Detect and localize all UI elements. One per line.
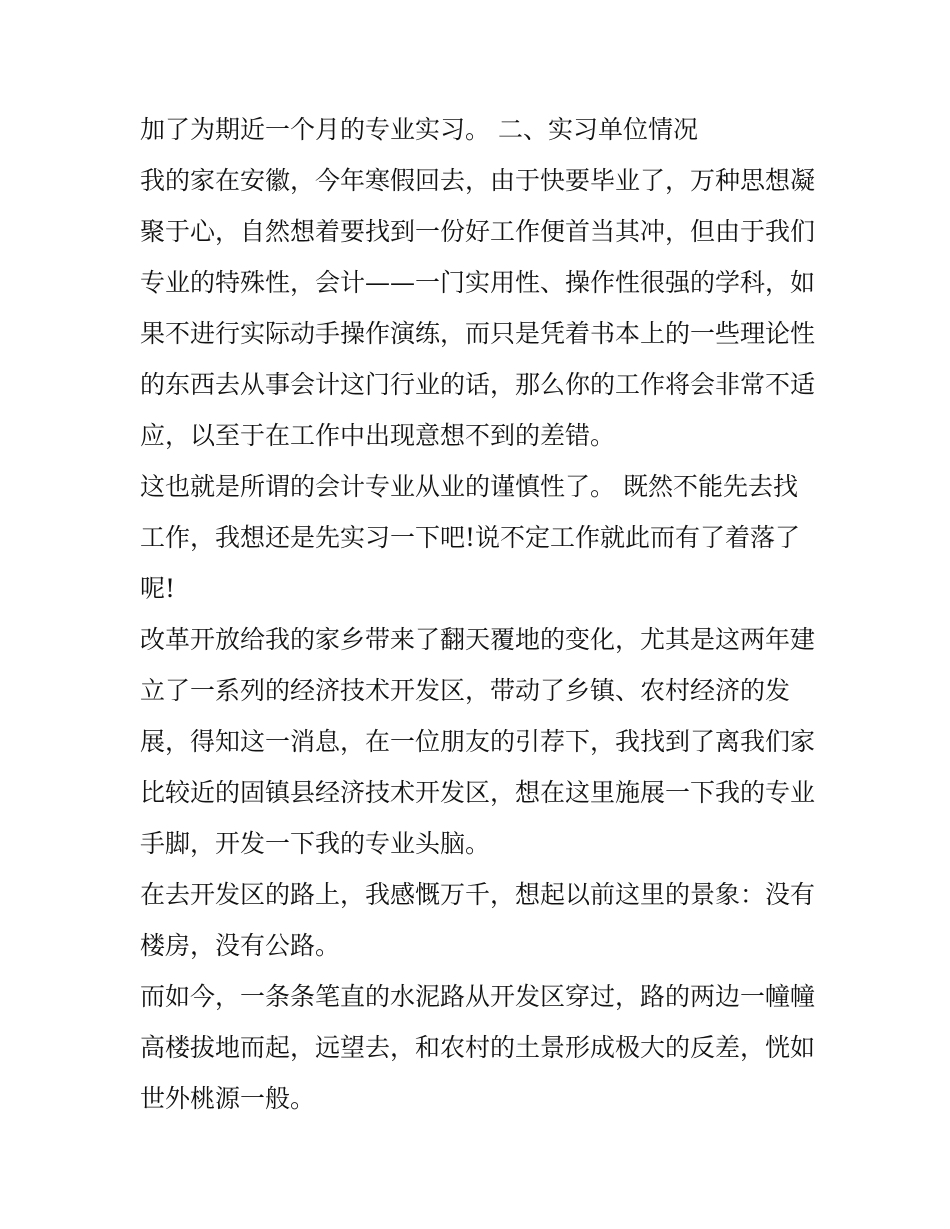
text-line: 立了一系列的经济技术开发区，带动了乡镇、农村经济的发 (140, 676, 791, 705)
document-body (140, 104, 820, 1124)
text-line: 楼房，没有公路。 (140, 931, 341, 960)
text-line: 手脚，开发一下我的专业头脑。 (140, 829, 491, 858)
text-line: 而如今，一条条笔直的水泥路从开发区穿过，路的两边一幢幢 (140, 982, 816, 1011)
text-line: 呢! (140, 574, 176, 603)
text-line: 这也就是所谓的会计专业从业的谨慎性了。 既然不能先去找 (140, 472, 798, 501)
text-line: 应，以至于在工作中出现意想不到的差错。 (140, 421, 616, 450)
text-line: 的东西去从事会计这门行业的话，那么你的工作将会非常不适 (140, 370, 816, 399)
text-line: 展，得知这一消息，在一位朋友的引荐下，我找到了离我们家 (140, 727, 816, 756)
text-line: 比较近的固镇县经济技术开发区，想在这里施展一下我的专业 (140, 778, 816, 807)
text-line: 高楼拔地而起，远望去，和农村的土景形成极大的反差，恍如 (140, 1033, 816, 1062)
text-line: 我的家在安徽，今年寒假回去，由于快要毕业了，万种思想凝 (140, 166, 816, 195)
text-line: 聚于心，自然想着要找到一份好工作便首当其冲，但由于我们 (140, 217, 816, 246)
text-line: 在去开发区的路上，我感慨万千，想起以前这里的景象：没有 (140, 880, 816, 909)
text-line: 世外桃源一般。 (140, 1084, 316, 1113)
text-line: 工作，我想还是先实习一下吧!说不定工作就此而有了着落了 (140, 523, 801, 552)
text-line: 专业的特殊性，会计——一门实用性、操作性很强的学科，如 (140, 268, 816, 297)
text-line: 果不进行实际动手操作演练，而只是凭着书本上的一些理论性 (140, 319, 816, 348)
text-line: 改革开放给我的家乡带来了翻天覆地的变化，尤其是这两年建 (140, 625, 816, 654)
text-line: 加了为期近一个月的专业实习。 二、实习单位情况 (140, 115, 698, 144)
